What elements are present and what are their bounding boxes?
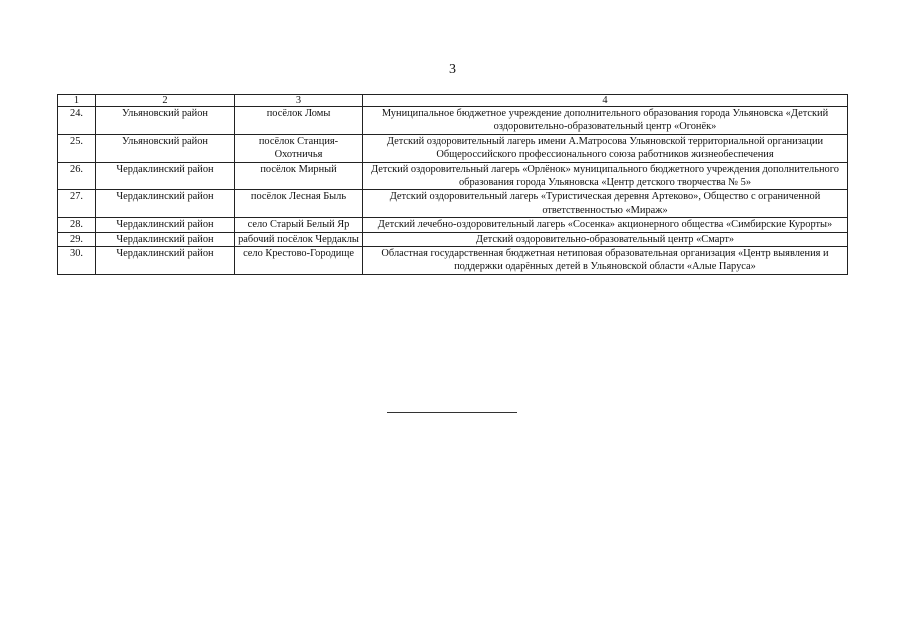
table-row: [58, 190, 848, 218]
table-row: [58, 162, 848, 190]
place-cell: село Крестово-Городище: [235, 247, 363, 275]
organization-cell: Детский лечебно-оздоровительный лагерь «Сосенка» акционерного общества «Симбирские Курорты»: [363, 218, 848, 232]
place-cell: рабочий посёлок Чердаклы: [235, 232, 363, 246]
district-cell: Чердаклинский район: [96, 162, 235, 190]
place-cell: село Старый Белый Яр: [235, 218, 363, 232]
row-number: 26.: [58, 162, 96, 190]
row-number: 30.: [58, 247, 96, 275]
district-cell: Чердаклинский район: [96, 232, 235, 246]
table-header-row: [58, 95, 848, 107]
place-cell: посёлок Ломы: [235, 107, 363, 135]
column-header-place: 3: [235, 95, 363, 107]
row-number: 27.: [58, 190, 96, 218]
row-number: 24.: [58, 107, 96, 135]
camps-table: [57, 94, 848, 275]
column-header-district: 2: [96, 95, 235, 107]
column-header-organization: 4: [363, 95, 848, 107]
row-number: 29.: [58, 232, 96, 246]
table-row: [58, 107, 848, 135]
closing-rule: [387, 412, 517, 413]
row-number: 28.: [58, 218, 96, 232]
organization-cell: Муниципальное бюджетное учреждение дополнительного образования города Ульяновска «Детский оздоровительно-образовательный центр «Огонёк»: [363, 107, 848, 135]
district-cell: Чердаклинский район: [96, 218, 235, 232]
page-number: 3: [449, 62, 456, 77]
table-row: [58, 232, 848, 246]
district-cell: Ульяновский район: [96, 107, 235, 135]
column-header-number: 1: [58, 95, 96, 107]
place-cell: посёлок Лесная Быль: [235, 190, 363, 218]
district-cell: Чердаклинский район: [96, 190, 235, 218]
organization-cell: Детский оздоровительный лагерь «Орлёнок» муниципального бюджетного учреждения дополнительного образования города Ульяновска «Центр детского творчества № 5»: [363, 162, 848, 190]
place-cell: посёлок Мирный: [235, 162, 363, 190]
place-cell: посёлок Станция-Охотничья: [235, 134, 363, 162]
table-row: [58, 247, 848, 275]
organization-cell: Детский оздоровительный лагерь имени А.Матросова Ульяновской территориальной организации Общероссийского профессионального союза работников жизнеобеспечения: [363, 134, 848, 162]
row-number: 25.: [58, 134, 96, 162]
district-cell: Ульяновский район: [96, 134, 235, 162]
table-row: [58, 218, 848, 232]
table-row: [58, 134, 848, 162]
organization-cell: Областная государственная бюджетная нетиповая образовательная организация «Центр выявления и поддержки одарённых детей в Ульяновской области «Алые Паруса»: [363, 247, 848, 275]
organization-cell: Детский оздоровительный лагерь «Туристическая деревня Артеково», Общество с ограниченной ответственностью «Мираж»: [363, 190, 848, 218]
district-cell: Чердаклинский район: [96, 247, 235, 275]
organization-cell: Детский оздоровительно-образовательный центр «Смарт»: [363, 232, 848, 246]
